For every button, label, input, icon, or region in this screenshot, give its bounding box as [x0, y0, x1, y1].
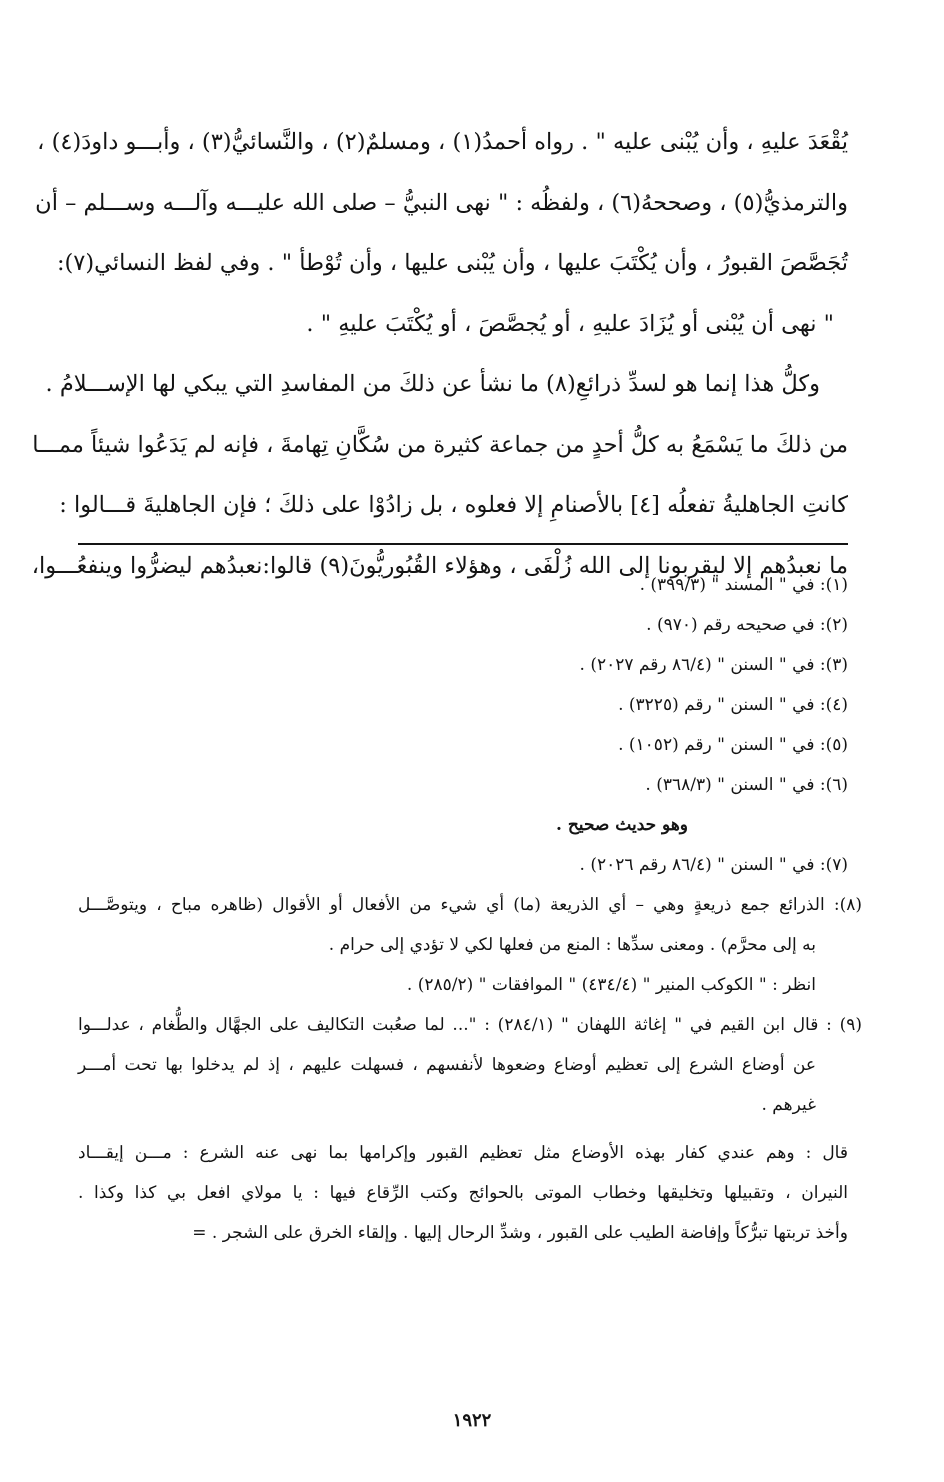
footnote-line: (٨): الذرائع جمع ذريعةٍ وهي – أي الذريعة (ما) أي شيء من الأفعال أو الأقوال (ظاهره مباح ، ويتوصَّـــل	[78, 895, 862, 915]
footnote-line: وهو حديث صحيح .	[556, 815, 688, 835]
footnote-line: (٩) : قال ابن القيم في " إغاثة اللهفان " (٢٨٤/١) : "... لما صعُبت التكاليف على الجهَّال والطُّغام ، عدلـــوا	[78, 1015, 862, 1035]
footnotes	[78, 565, 862, 1253]
body-line: من ذلكَ ما يَسْمَعُ به كلُّ أحدٍ من جماعة كثيرة من سُكَّانِ تِهامةَ ، فإنه لم يَدَعُوا شيئاً ممـــا	[32, 431, 848, 458]
body-line: ما نعبدُهم إلا ليقربونا إلى الله زُلْفَى ، وهؤلاء القُبُوريُّونَ(٩) قالوا:نعبدُهم ليضرُّوا وينفعُـــوا،	[31, 552, 848, 579]
footnote-separator	[78, 543, 848, 545]
body-line: يُقْعَدَ عليهِ ، وأن يُبْنى عليه " . رواه أحمدُ(١) ، ومسلمٌ(٢) ، والنَّسائيُّ(٣) ، وأبـــو داودَ(٤) ،	[37, 129, 848, 155]
footnote-line: (٥): في " السنن " رقم (١٠٥٢) .	[618, 735, 848, 755]
footnote-line: (٧): في " السنن " (٨٦/٤ رقم ٢٠٢٦) .	[579, 855, 848, 875]
page-number: ١٩٢٢	[452, 1410, 492, 1431]
body-line: والترمذيُّ(٥) ، وصححهُ(٦) ، ولفظُه : " نهى النبيُّ – صلى الله عليـــه وآلـــه وســـلم – أن	[35, 189, 848, 216]
body-line: وكلُّ هذا إنما هو لسدِّ ذرائعِ(٨) ما نشأ عن ذلكَ من المفاسدِ التي يبكي لها الإســـلامُ .	[45, 371, 820, 397]
footnote-line: النيران ، وتقبيلها وتخليقها وخطاب الموتى بالحوائج وكتب الرِّقاع فيها : يا مولاي افعل بي كذا وكذا .	[78, 1183, 848, 1203]
body-line: كانتِ الجاهليةُ تفعلُه [٤] بالأصنامِ إلا فعلوه ، بل زادُوْا على ذلكَ ؛ فإن الجاهليةَ قـــالوا :	[59, 492, 848, 518]
body-line: " نهى أن يُبْنى أو يُزَادَ عليهِ ، أو يُجصَّصَ ، أو يُكْتَبَ عليهِ " .	[306, 310, 834, 337]
footnote-line: (٦): في " السنن " (٣٦٨/٣) .	[645, 775, 848, 795]
footnote-line: وأخذ تربتها تبرُّكاً وإفاضة الطيب على القبور ، وشدِّ الرحال إليها . وإلقاء الخرق على الشجر . =	[192, 1223, 848, 1243]
footnote-line: عن أوضاع الشرع إلى تعظيم أوضاع وضعوها لأنفسهم ، فسهلت عليهم ، إذ لم يدخلوا بها تحت أمـــر	[78, 1055, 816, 1075]
footnote-line: (٢): في صحيحه رقم (٩٧٠) .	[646, 615, 848, 635]
footnote-line: (٤): في " السنن " رقم (٣٢٢٥) .	[618, 695, 848, 715]
footnote-line: انظر : " الكوكب المنير " (٤٣٤/٤) " الموافقات " (٢٨٥/٢) .	[406, 975, 816, 995]
footnote-line: قال : وهم عندي كفار بهذه الأوضاع مثل تعظيم القبور وإكرامها بما نهى عنه الشرع : مـــن إيقـــاد	[78, 1143, 848, 1163]
footnote-line: (٣): في " السنن " (٨٦/٤ رقم ٢٠٢٧) .	[579, 655, 848, 675]
footnote-line: به إلى محرَّم) . ومعنى سدِّها : المنع من فعلها لكي لا تؤدي إلى حرام .	[328, 935, 816, 955]
footnote-line: غيرهم .	[761, 1095, 816, 1115]
footnote-line: (١): في " المسند " (٣٩٩/٣) .	[639, 575, 848, 595]
main-text	[31, 112, 848, 596]
body-line: تُجَصَّصَ القبورُ ، وأن يُكْتَبَ عليها ، وأن يُبْنى عليها ، وأن تُوْطأ " . وفي لفظ النسائي(٧):	[56, 250, 848, 276]
